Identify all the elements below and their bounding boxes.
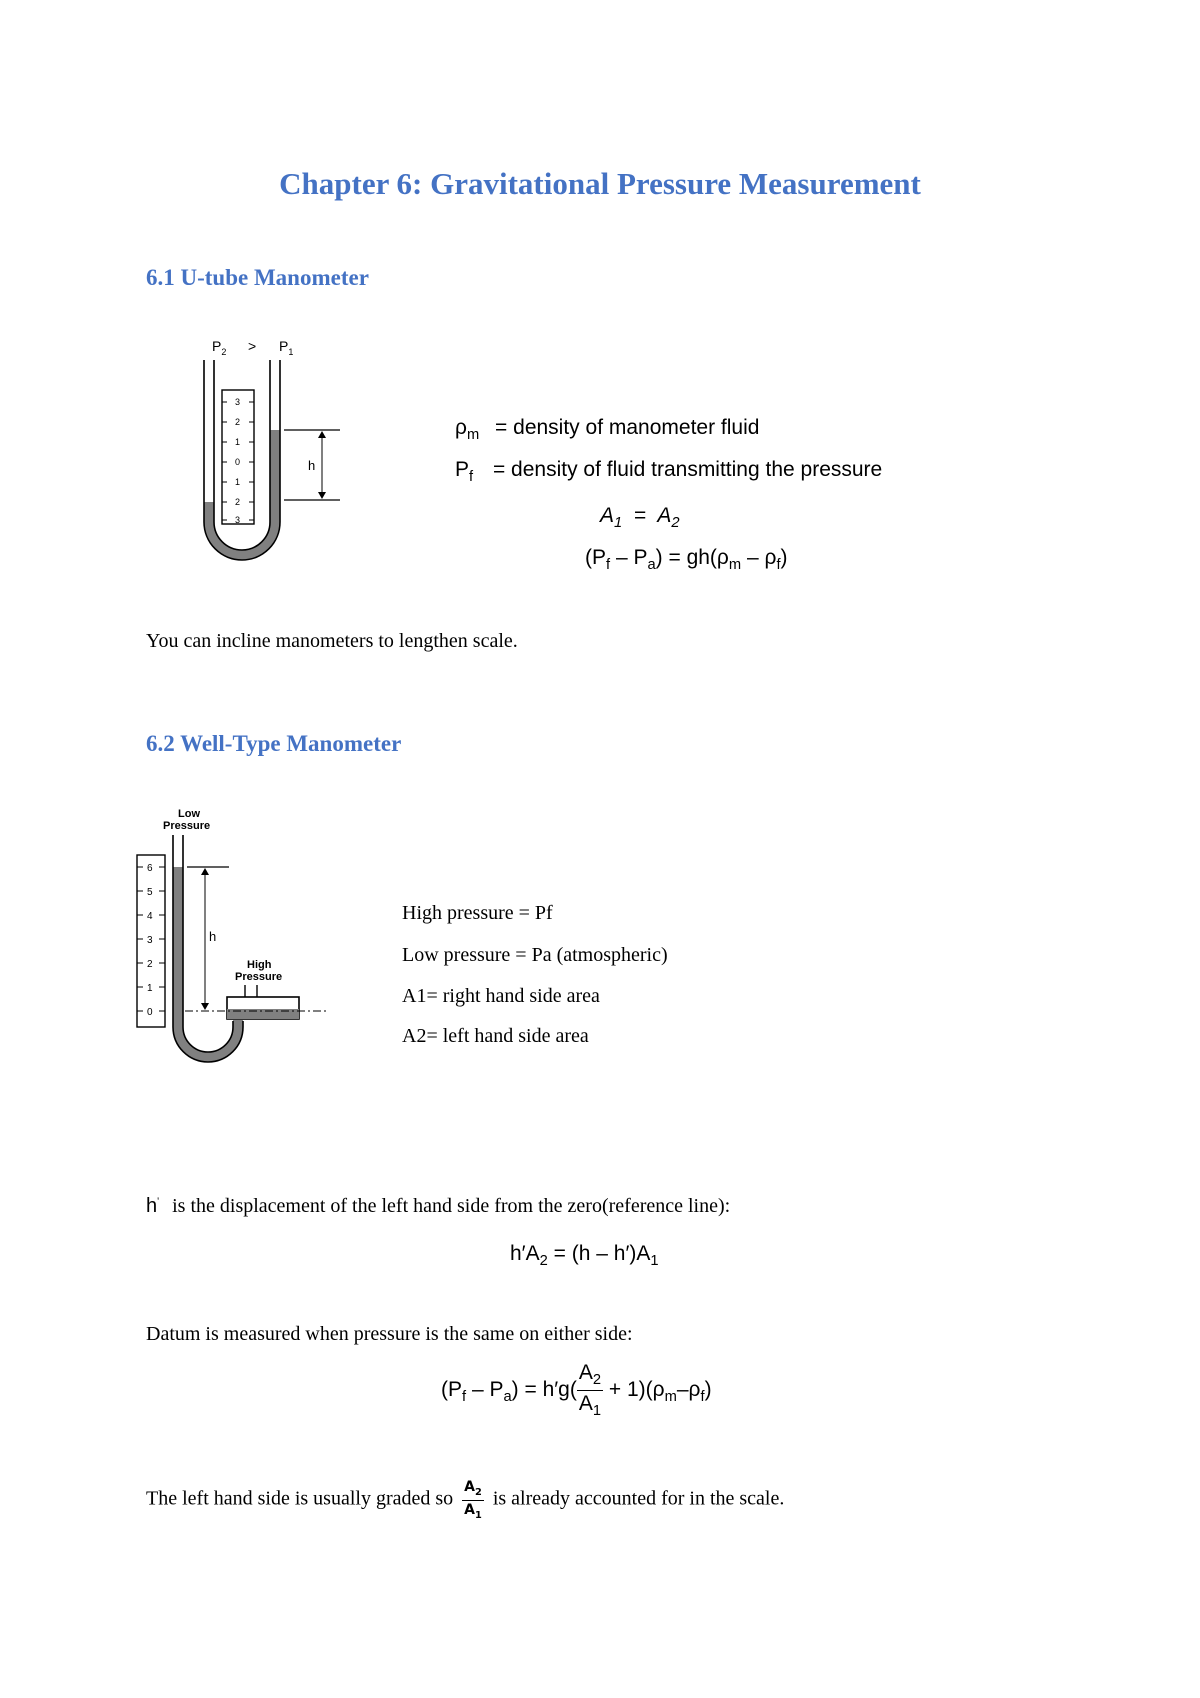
utube-h-label: h [308,458,316,473]
svg-text:2: 2 [147,959,153,970]
datum-text: Datum is measured when pressure is the same on either side: [146,1323,633,1345]
svg-text:3: 3 [147,935,153,946]
rho-m-definition: $\rho_m$ = density of manometer fluid [455,416,760,444]
section-heading-well: 6.2 Well-Type Manometer [146,731,402,756]
hprime-intro: h' is the displacement of the left hand side from the zero(reference line): [146,1195,731,1217]
svg-text:1: 1 [147,983,153,994]
utube-p1-label: $P_1$ [279,338,294,357]
low-pressure-label: Low [178,808,200,820]
incline-note: You can incline manometers to lengthen scale. [146,630,518,652]
svg-text:4: 4 [147,911,153,922]
svg-text:5: 5 [147,887,153,898]
high-pressure-label: High [247,959,272,971]
well-manometer-diagram [133,805,333,1075]
svg-text:3: 3 [235,397,241,407]
svg-text:2: 2 [235,497,241,507]
utube-gt-label: > [248,338,257,354]
pf-definition: $P_f$ = density of fluid transmitting the pressure [455,458,883,486]
svg-text:Pressure: Pressure [235,971,283,983]
datum-equation: $(P_f - P_a) = h'g$( $\frac{A_2}{A_1}$ + $1)(\rho_m-\rho_f)$ [441,1361,712,1420]
svg-text:1: 1 [235,477,241,487]
svg-text:0: 0 [147,1007,153,1018]
svg-text:1: 1 [235,437,241,447]
utube-p2-label: $P_2$ [212,338,227,357]
well-h-label: h [209,929,217,944]
utube-pressure-equation: $(P_f - P_a) = gh(\rho_m - \rho_f)$ [585,546,788,574]
section-heading-utube: 6.1 U-tube Manometer [146,265,369,290]
svg-text:0: 0 [235,457,241,467]
low-pressure-line: Low pressure = Pa (atmospheric) [402,944,668,966]
svg-text:6: 6 [147,863,153,874]
final-note: The left hand side is usually graded so $\frac{A_2}{A_1}$ is already accounted for in the scale. [146,1479,785,1521]
a1-line: A1= right hand side area [402,985,600,1007]
svg-text:2: 2 [235,417,241,427]
hprime-equation: $h'A_2 = (h - h')A_1$ [510,1242,659,1270]
utube-manometer-diagram [200,330,360,582]
small-area-ratio: $\frac{A_2}{A_1}$ [464,1479,482,1521]
svg-text:3: 3 [235,515,241,525]
page-title: Chapter 6: Gravitational Pressure Measurement [279,166,921,201]
a2-line: A2= left hand side area [402,1025,589,1047]
high-pressure-line: High pressure = Pf [402,902,553,924]
area-equation: $A_1 = A_2$ [600,504,680,532]
svg-text:Pressure: Pressure [163,820,211,832]
area-ratio-fraction: $\frac{A_2}{A_1}$ [578,1361,602,1420]
